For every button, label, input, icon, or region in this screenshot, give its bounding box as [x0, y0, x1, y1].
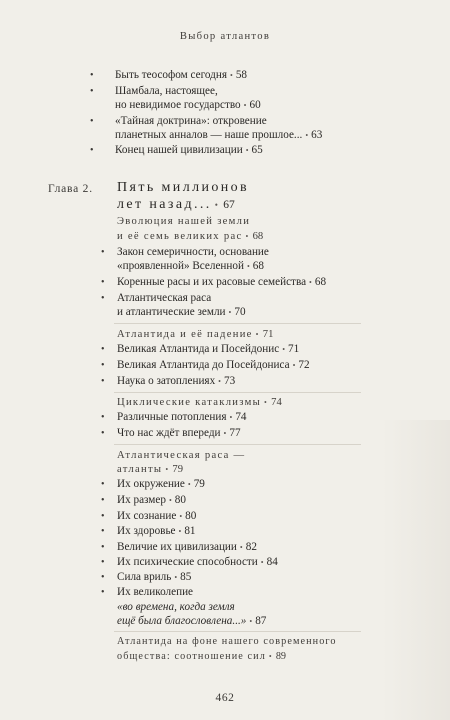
separator-dot: •	[223, 429, 227, 438]
toc-entry-page: 68	[252, 260, 264, 272]
toc-entry[interactable]	[117, 245, 269, 260]
page-number: 462	[215, 692, 235, 704]
separator-dot: •	[264, 398, 269, 407]
bullet-icon: •	[101, 557, 105, 568]
separator-dot: •	[305, 131, 309, 140]
section-page: 71	[262, 329, 274, 340]
toc-entry-page: 65	[251, 144, 263, 156]
toc-entry[interactable]	[117, 570, 191, 585]
bullet-icon: •	[101, 542, 105, 553]
bullet-icon: •	[101, 479, 105, 490]
section-title[interactable]	[117, 327, 273, 342]
toc-entry-title: Атлантическая раса	[117, 292, 212, 304]
section-title[interactable]: Атлантическая раса —	[117, 450, 246, 461]
bullet-icon: •	[101, 360, 105, 371]
toc-entry-title: Коренные расы и их расовые семейства	[117, 276, 307, 288]
toc-entry-page: 73	[223, 375, 236, 387]
toc-entry-cont[interactable]	[115, 98, 261, 113]
bullet-icon: •	[101, 247, 105, 258]
section-title[interactable]: Эволюция нашей земли	[117, 216, 251, 227]
chapter-page: 67	[223, 199, 235, 211]
separator-dot: •	[218, 377, 221, 386]
toc-entry-page: 63	[311, 129, 323, 141]
toc-entry-title: Великая Атлантида до Посейдониса	[117, 359, 290, 371]
toc-entry-title: и атлантические земли	[117, 306, 226, 318]
section-title-text: общества: соотношение сил	[117, 651, 266, 662]
toc-entry[interactable]	[115, 68, 247, 83]
toc-entry-page: 81	[184, 525, 196, 537]
separator-dot: •	[168, 496, 172, 505]
separator-dot: •	[246, 262, 250, 271]
toc-entry-title: Их здоровье	[117, 525, 176, 537]
toc-entry-page: 79	[193, 478, 205, 490]
toc-entry-title: Великая Атлантида и Посейдонис	[117, 343, 280, 355]
bullet-icon: •	[101, 277, 105, 288]
bullet-icon: •	[90, 86, 94, 97]
bullet-icon: •	[90, 116, 94, 127]
toc-entry[interactable]	[117, 509, 196, 524]
chapter-title[interactable]: Пять миллионов	[117, 180, 250, 195]
bullet-icon: •	[101, 412, 105, 423]
separator-dot: •	[230, 71, 233, 80]
toc-entry-page: 87	[255, 615, 267, 627]
toc-entry[interactable]	[117, 524, 196, 539]
toc-entry-page: 72	[298, 359, 310, 371]
toc-entry-page: 80	[174, 494, 186, 506]
toc-entry-page: 58	[235, 69, 247, 81]
toc-entry-title: «Тайная доктрина»: откровение	[115, 115, 267, 127]
section-title-cont[interactable]	[117, 229, 263, 244]
separator-dot: •	[179, 512, 183, 521]
separator-dot: •	[239, 543, 243, 552]
toc-entry-subtitle-text: ещё была благословлена...»	[117, 615, 247, 627]
chapter-label: Глава 2.	[48, 183, 93, 195]
toc-entry[interactable]	[117, 585, 193, 600]
toc-entry-page: 71	[288, 343, 300, 355]
toc-entry-title: Величие их цивилизации	[117, 541, 237, 553]
toc-entry[interactable]	[117, 342, 299, 357]
section-title-text: Атлантида и её падение	[117, 329, 253, 340]
toc-entry-page: 74	[235, 411, 247, 423]
toc-entry-title: Закон семеричности, основание	[117, 246, 269, 258]
separator-dot: •	[309, 278, 312, 287]
toc-entry-title: Конец нашей цивилизации	[115, 144, 243, 156]
toc-entry[interactable]	[117, 374, 235, 389]
toc-entry[interactable]	[117, 410, 247, 425]
separator-dot: •	[255, 330, 260, 339]
toc-entry[interactable]	[117, 477, 205, 492]
bullet-icon: •	[101, 376, 105, 387]
toc-entry-page: 85	[180, 571, 192, 583]
bullet-icon: •	[101, 587, 105, 598]
section-page: 68	[252, 231, 264, 242]
separator-dot: •	[243, 101, 247, 110]
toc-entry-cont[interactable]	[117, 614, 266, 629]
toc-entry[interactable]	[115, 114, 267, 129]
section-page: 74	[271, 397, 282, 408]
section-title-text: атланты	[117, 464, 163, 475]
toc-entry-title: Быть теософом сегодня	[115, 69, 227, 81]
separator-dot: •	[174, 573, 178, 582]
toc-entry[interactable]	[117, 493, 186, 508]
section-divider	[114, 392, 361, 393]
separator-dot: •	[260, 558, 264, 567]
toc-entry-title: Их великолепие	[117, 586, 194, 598]
bullet-icon: •	[101, 344, 105, 355]
toc-entry[interactable]	[117, 540, 257, 555]
separator-dot: •	[249, 617, 253, 626]
section-title[interactable]: Атлантида на фоне нашего современного	[117, 636, 337, 647]
toc-entry-cont[interactable]	[117, 305, 246, 320]
toc-entry[interactable]	[117, 291, 211, 306]
toc-entry-title: Наука о затоплениях	[117, 375, 216, 387]
toc-entry-title: Сила вриль	[117, 571, 172, 583]
toc-entry-title: Их окружение	[117, 478, 185, 490]
toc-entry-title: но невидимое государство	[115, 99, 241, 111]
separator-dot: •	[165, 465, 170, 474]
section-divider	[114, 323, 361, 324]
bullet-icon: •	[101, 428, 105, 439]
toc-entry-title: Их психические способности	[117, 556, 258, 568]
separator-dot: •	[245, 146, 249, 155]
facing-page-shadow	[382, 420, 450, 720]
bullet-icon: •	[90, 70, 94, 81]
section-divider	[114, 631, 361, 632]
bullet-icon: •	[101, 495, 105, 506]
toc-entry-page: 82	[245, 541, 257, 553]
toc-entry-page: 84	[266, 556, 278, 568]
separator-dot: •	[178, 527, 182, 536]
section-page: 89	[275, 651, 287, 662]
bullet-icon: •	[101, 572, 105, 583]
toc-entry-title: Различные потопления	[117, 411, 227, 423]
toc-entry-title: планетных анналов — наше прошлое...	[115, 129, 303, 141]
toc-entry-cont[interactable]	[117, 259, 264, 274]
section-title[interactable]	[117, 395, 282, 410]
toc-entry[interactable]	[115, 143, 263, 158]
separator-dot: •	[282, 345, 285, 354]
separator-dot: •	[292, 361, 296, 370]
toc-entry[interactable]	[117, 358, 310, 373]
toc-entry-title: Что нас ждёт впереди	[117, 427, 221, 439]
bullet-icon: •	[101, 511, 105, 522]
toc-entry-title: Их сознание	[117, 510, 177, 522]
separator-dot: •	[268, 652, 273, 661]
section-divider	[114, 444, 361, 445]
bullet-icon: •	[101, 293, 105, 304]
toc-entry-page: 70	[234, 306, 246, 318]
running-head: Выбор атлантов	[179, 31, 271, 42]
toc-entry-page: 80	[185, 510, 197, 522]
separator-dot: •	[229, 413, 233, 422]
section-title-cont[interactable]	[117, 462, 183, 477]
chapter-title-text: лет назад...	[117, 197, 212, 212]
toc-entry-subtitle[interactable]	[117, 600, 235, 615]
section-title-text: и её семь великих рас	[117, 231, 243, 242]
toc-entry-title: «проявленной» Вселенной	[117, 260, 244, 272]
separator-dot: •	[187, 480, 191, 489]
bullet-icon: •	[90, 145, 94, 156]
section-page: 79	[172, 464, 184, 475]
toc-entry-cont[interactable]	[115, 128, 322, 143]
toc-entry[interactable]	[117, 275, 326, 290]
chapter-title-cont[interactable]	[117, 197, 235, 213]
separator-dot: •	[245, 232, 250, 241]
toc-entry-title: Их размер	[117, 494, 166, 506]
section-title-cont[interactable]	[117, 649, 286, 664]
toc-entry[interactable]	[117, 426, 241, 441]
separator-dot: •	[228, 308, 232, 317]
bullet-icon: •	[101, 526, 105, 537]
toc-entry-page: 68	[314, 276, 327, 288]
toc-entry-title: Шамбала, настоящее,	[115, 85, 218, 97]
separator-dot: •	[214, 200, 221, 210]
section-title-text: Циклические катаклизмы	[117, 397, 262, 408]
toc-entry[interactable]	[115, 84, 218, 99]
toc-entry-subtitle-text: «во времена, когда земля	[117, 601, 235, 613]
toc-entry-page: 60	[249, 99, 261, 111]
toc-entry[interactable]	[117, 555, 278, 570]
toc-entry-page: 77	[229, 427, 241, 439]
